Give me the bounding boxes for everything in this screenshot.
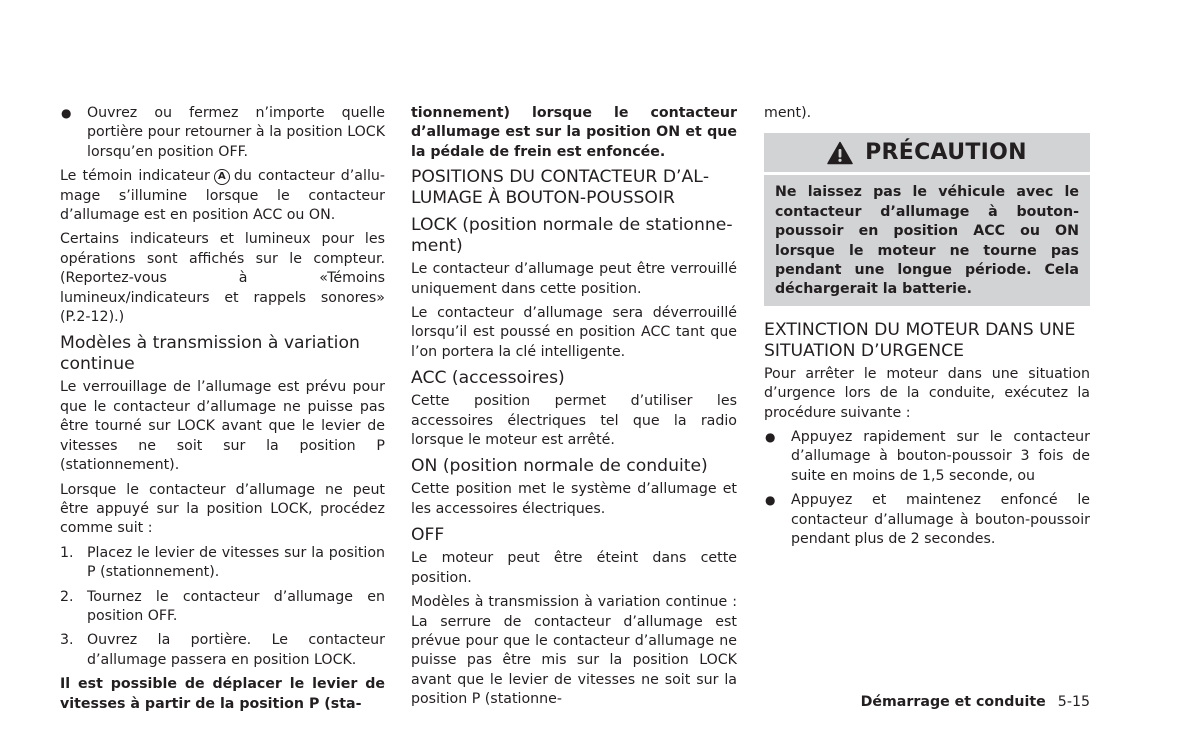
bullet-icon: ● bbox=[765, 430, 776, 445]
paragraph: ment). bbox=[764, 105, 812, 121]
list-item bbox=[60, 104, 385, 162]
indicator-a-icon: A bbox=[214, 169, 230, 185]
bullet-text: Ouvrez ou fermez n’importe quelle portière pour retourner à la position LOCK lorsqu’en position OFF. bbox=[87, 105, 385, 160]
bullet-icon: ● bbox=[61, 106, 72, 120]
list-item bbox=[764, 491, 1090, 549]
paragraph: Lorsque le contacteur d’allumage ne peut être appuyé sur la position LOCK, procédez comme suit : bbox=[60, 481, 385, 537]
list-text: Placez le levier de vitesses sur la position P (stationnement). bbox=[87, 544, 385, 581]
bullet-text: Appuyez rapidement sur le contacteur d’allumage à bouton-poussoir 3 fois de suite en moins de 1,5 seconde, ou bbox=[791, 429, 1090, 484]
bold-paragraph: tionnement) lorsque le contacteur d’allumage est sur la position ON et que la pédale de frein est enfoncée. bbox=[411, 105, 737, 160]
list-text: Ouvrez la portière. Le contacteur d’allumage passera en position LOCK. bbox=[87, 632, 385, 668]
list-number: 3. bbox=[60, 632, 74, 649]
paragraph-text: Le témoin indicateur bbox=[60, 168, 210, 185]
paragraph: Cette position permet d’utiliser les accessoires électriques tel que la radio lorsque le moteur est arrêté. bbox=[411, 393, 737, 449]
subsection-heading: ON (position normale de conduite) bbox=[411, 456, 708, 477]
column-left bbox=[60, 104, 385, 719]
bullet-text: Appuyez et maintenez enfoncé le contacteur d’allumage à bouton-poussoir pendant plus de 2 secondes. bbox=[791, 492, 1090, 548]
caution-text: Ne laissez pas le véhicule avec le contacteur d’allumage à bouton-poussoir en position ACC ou ON lorsque le moteur ne tourne pas pendant une longue période. Cela déchargerait la batterie. bbox=[775, 184, 1079, 298]
paragraph: Modèles à transmission à variation continue : La serrure de contacteur d’allumage est prévue pour que le contacteur d’allumage ne puisse pas être mis sur la position LOCK avant que le levier de vitesses ne soit sur la position P (stationne- bbox=[411, 594, 737, 708]
paragraph: Cette position met le système d’allumage et les accessoires électriques. bbox=[411, 481, 737, 517]
column-right bbox=[764, 104, 1090, 555]
subsection-heading: LOCK (position normale de stationnement) bbox=[411, 215, 733, 257]
list-item bbox=[60, 544, 385, 583]
bullet-icon: ● bbox=[765, 493, 776, 508]
column-middle bbox=[411, 104, 737, 715]
subsection-heading: ACC (accessoires) bbox=[411, 368, 565, 389]
section-heading: POSITIONS DU CONTACTEUR D’ALLUMAGE À BOUTON-POUSSOIR bbox=[411, 167, 710, 209]
caution-header bbox=[764, 133, 1090, 175]
paragraph: Le verrouillage de l’allumage est prévu pour que le contacteur d’allumage ne puisse pas être tourné sur LOCK avant que le levier de vitesses ne soit sur la position P (stationnement). bbox=[60, 379, 385, 474]
paragraph: Le moteur peut être éteint dans cette position. bbox=[411, 550, 737, 586]
paragraph: Le contacteur d’allumage sera déverrouillé lorsqu’il est poussé en position ACC tant que l’on portera la clé intelligente. bbox=[411, 305, 737, 360]
list-text: Tournez le contacteur d’allumage en position OFF. bbox=[87, 588, 385, 624]
caution-box bbox=[764, 133, 1090, 305]
warning-triangle-icon bbox=[827, 141, 853, 165]
paragraph: Pour arrêter le moteur dans une situation d’urgence lors de la conduite, exécutez la procédure suivante : bbox=[764, 365, 1090, 421]
section-heading: EXTINCTION DU MOTEUR DANS UNE SITUATION D’URGENCE bbox=[764, 319, 1076, 361]
paragraph: Le contacteur d’allumage peut être verrouillé uniquement dans cette position. bbox=[411, 261, 737, 297]
list-item bbox=[60, 631, 385, 670]
paragraph bbox=[60, 167, 385, 225]
list-number: 1. bbox=[60, 544, 74, 561]
paragraph-text: du contacteur d’allumage s’illumine lorsque le contacteur d’allumage est en position ACC ou ON. bbox=[60, 168, 385, 224]
caution-title: PRÉCAUTION bbox=[865, 140, 1027, 166]
page-number: 5-15 bbox=[1057, 694, 1090, 710]
page-footer bbox=[861, 694, 1090, 710]
list-item bbox=[60, 588, 385, 627]
paragraph: Certains indicateurs et lumineux pour les opérations sont affichés sur le compteur. (Reportez-vous à «Témoins lumineux/indicateurs et rappels sonores» (P.2-12).) bbox=[60, 231, 385, 326]
list-item bbox=[764, 428, 1090, 486]
list-number: 2. bbox=[60, 588, 74, 605]
section-heading: Modèles à transmission à variation continue bbox=[60, 333, 360, 375]
subsection-heading: OFF bbox=[411, 525, 445, 546]
bold-paragraph: Il est possible de déplacer le levier de vitesses à partir de la position P (sta- bbox=[60, 676, 385, 712]
footer-section-title: Démarrage et conduite bbox=[860, 694, 1046, 710]
